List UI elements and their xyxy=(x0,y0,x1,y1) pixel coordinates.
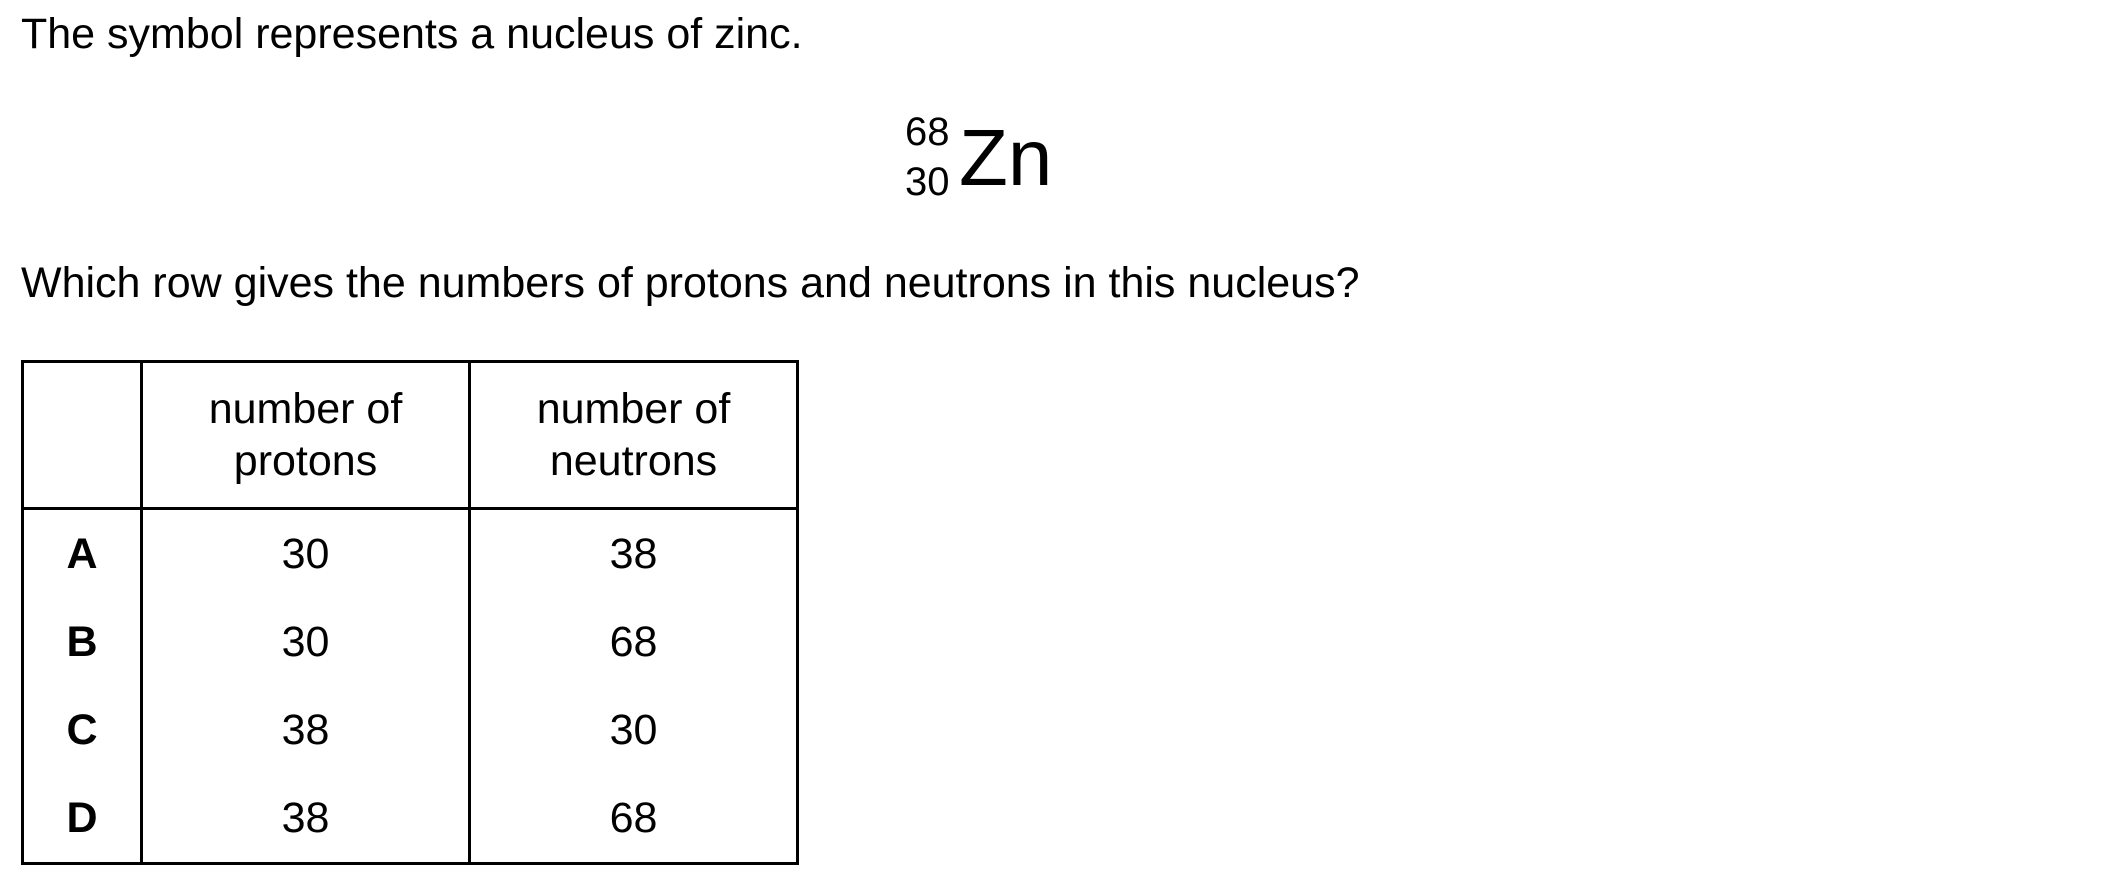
header-neutrons-line-1: number of xyxy=(536,385,731,433)
table-row[interactable] xyxy=(23,598,798,686)
row-key: C xyxy=(23,686,142,774)
header-protons-line-2: protons xyxy=(233,437,378,485)
row-key: B xyxy=(23,598,142,686)
header-protons xyxy=(142,362,470,509)
neutrons-cell: 38 xyxy=(470,509,798,599)
row-key: D xyxy=(23,774,142,864)
nuclide-symbol xyxy=(905,110,1055,210)
protons-cell: 30 xyxy=(142,598,470,686)
mass-number: 68 xyxy=(905,110,950,154)
row-key: A xyxy=(23,509,142,599)
table-header-row xyxy=(23,362,798,509)
protons-cell: 38 xyxy=(142,774,470,864)
table-row[interactable] xyxy=(23,686,798,774)
header-protons-line-1: number of xyxy=(208,385,403,433)
protons-cell: 38 xyxy=(142,686,470,774)
intro-text: The symbol represents a nucleus of zinc. xyxy=(21,10,803,58)
neutrons-cell: 68 xyxy=(470,774,798,864)
element-symbol: Zn xyxy=(959,113,1053,202)
neutrons-cell: 68 xyxy=(470,598,798,686)
header-neutrons-line-2: neutrons xyxy=(549,437,718,485)
header-neutrons xyxy=(470,362,798,509)
neutrons-cell: 30 xyxy=(470,686,798,774)
question-text: Which row gives the numbers of protons and neutrons in this nucleus? xyxy=(21,259,1360,307)
table-row[interactable] xyxy=(23,774,798,864)
table-row[interactable] xyxy=(23,509,798,599)
atomic-number: 30 xyxy=(905,160,950,204)
answer-options-table xyxy=(21,360,799,865)
header-corner-cell xyxy=(23,362,142,509)
protons-cell: 30 xyxy=(142,509,470,599)
